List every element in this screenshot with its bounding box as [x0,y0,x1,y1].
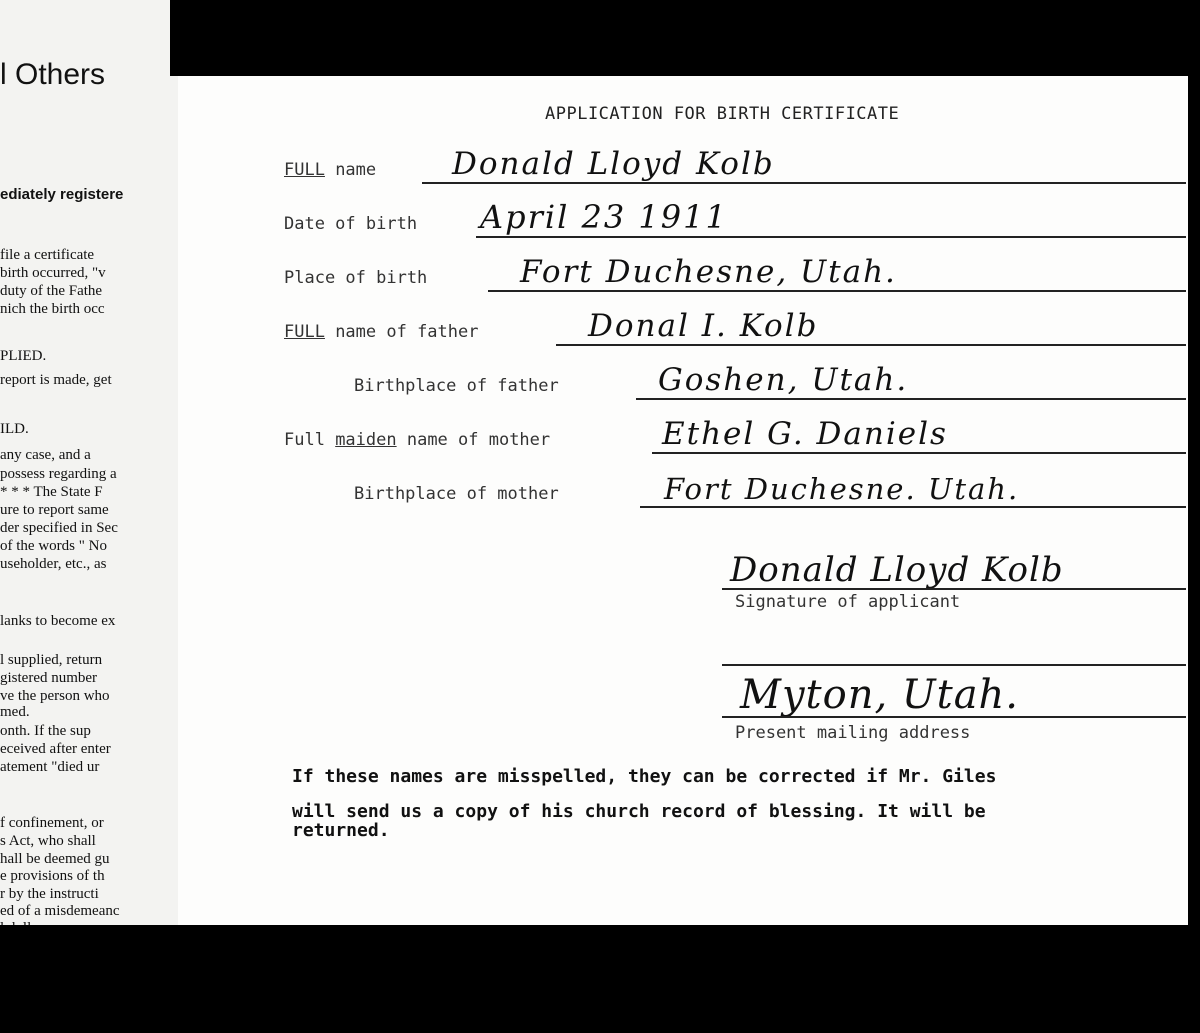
pob-label: Place of birth [284,268,428,288]
left-page-heading: l Others [0,58,106,91]
left-page-line: ILD. [0,421,29,437]
address-line [722,716,1186,718]
scan-border-right [1188,76,1200,925]
father-birthplace-value: Goshen, Utah. [658,362,909,398]
left-page-line: ediately registere [0,186,124,203]
full-name-value: Donald Lloyd Kolb [452,146,775,182]
mother-label-a: Full [284,430,336,450]
left-page-line: der specified in Sec [0,520,118,536]
dob-line [476,236,1186,238]
full-label-emphasis: FULL [284,160,325,180]
left-page-line: nich the birth occ [0,301,105,317]
full-name-label [284,160,376,180]
left-page-line: * * * The State F [0,484,103,500]
left-page-line: ve the person who [0,688,110,704]
full-name-line [422,182,1186,184]
maiden-emphasis: maiden [335,430,397,450]
left-page-line: atement "died ur [0,759,100,775]
form-title: APPLICATION FOR BIRTH CERTIFICATE [545,104,900,124]
left-page-line: birth occurred, "v [0,265,106,281]
scan-border-bottom [0,925,1200,1033]
father-name-value: Donal I. Kolb [588,308,819,344]
mother-name-line [652,452,1186,454]
mother-name-label [284,430,550,450]
left-page-line: possess regarding a [0,466,117,482]
adjacent-printed-page [0,0,180,1033]
mother-birthplace-label: Birthplace of mother [354,484,559,504]
father-name-label-rest: name of father [324,322,479,342]
father-birthplace-line [636,398,1186,400]
left-page-line: gistered number [0,670,98,686]
note-line-3: returned. [292,820,390,841]
address-caption: Present mailing address [735,723,971,743]
signature-line [722,588,1186,590]
left-page-line: hall be deemed gu [0,851,110,867]
left-page-line: report is made, get [0,372,112,388]
left-page-line: med. [0,704,30,720]
left-page-line: r by the instructi [0,886,99,902]
left-page-line: eceived after enter [0,741,111,757]
dob-value: April 23 1911 [480,198,728,236]
note-line-1: If these names are misspelled, they can be corrected if Mr. Giles [292,766,997,787]
left-page-line: ed of a misdemeanc [0,903,120,919]
mother-birthplace-line [640,506,1186,508]
pob-value: Fort Duchesne, Utah. [520,254,897,290]
scan-border-top [170,0,1200,76]
mailing-address-value: Myton, Utah. [740,672,1020,718]
mother-label-c: name of mother [396,430,551,450]
left-page-line: lanks to become ex [0,613,116,629]
mother-birthplace-value: Fort Duchesne. Utah. [664,472,1020,506]
pob-line [488,290,1186,292]
left-page-line: e provisions of th [0,868,105,884]
father-name-label [284,322,478,342]
left-page-line: of the words " No [0,538,107,554]
applicant-signature: Donald Lloyd Kolb [730,550,1064,590]
left-page-line: s Act, who shall [0,833,96,849]
left-page-line: any case, and a [0,447,91,463]
father-name-line [556,344,1186,346]
left-page-line: onth. If the sup [0,723,91,739]
left-page-line: f confinement, or [0,815,104,831]
father-birthplace-label: Birthplace of father [354,376,559,396]
note-line-2: will send us a copy of his church record of blessing. It will be [292,801,986,822]
signature-caption: Signature of applicant [735,592,961,612]
mother-name-value: Ethel G. Daniels [662,416,948,452]
left-page-line: duty of the Fathe [0,283,103,299]
full-name-label-rest: name [324,160,377,180]
left-page-line: l supplied, return [0,652,103,668]
left-page-line: file a certificate [0,247,95,263]
blank-line [722,664,1186,666]
left-page-line: PLIED. [0,348,47,364]
father-full-emphasis: FULL [284,322,325,342]
left-page-line: useholder, etc., as [0,556,107,572]
left-page-line: ure to report same [0,502,109,518]
dob-label: Date of birth [284,214,418,234]
